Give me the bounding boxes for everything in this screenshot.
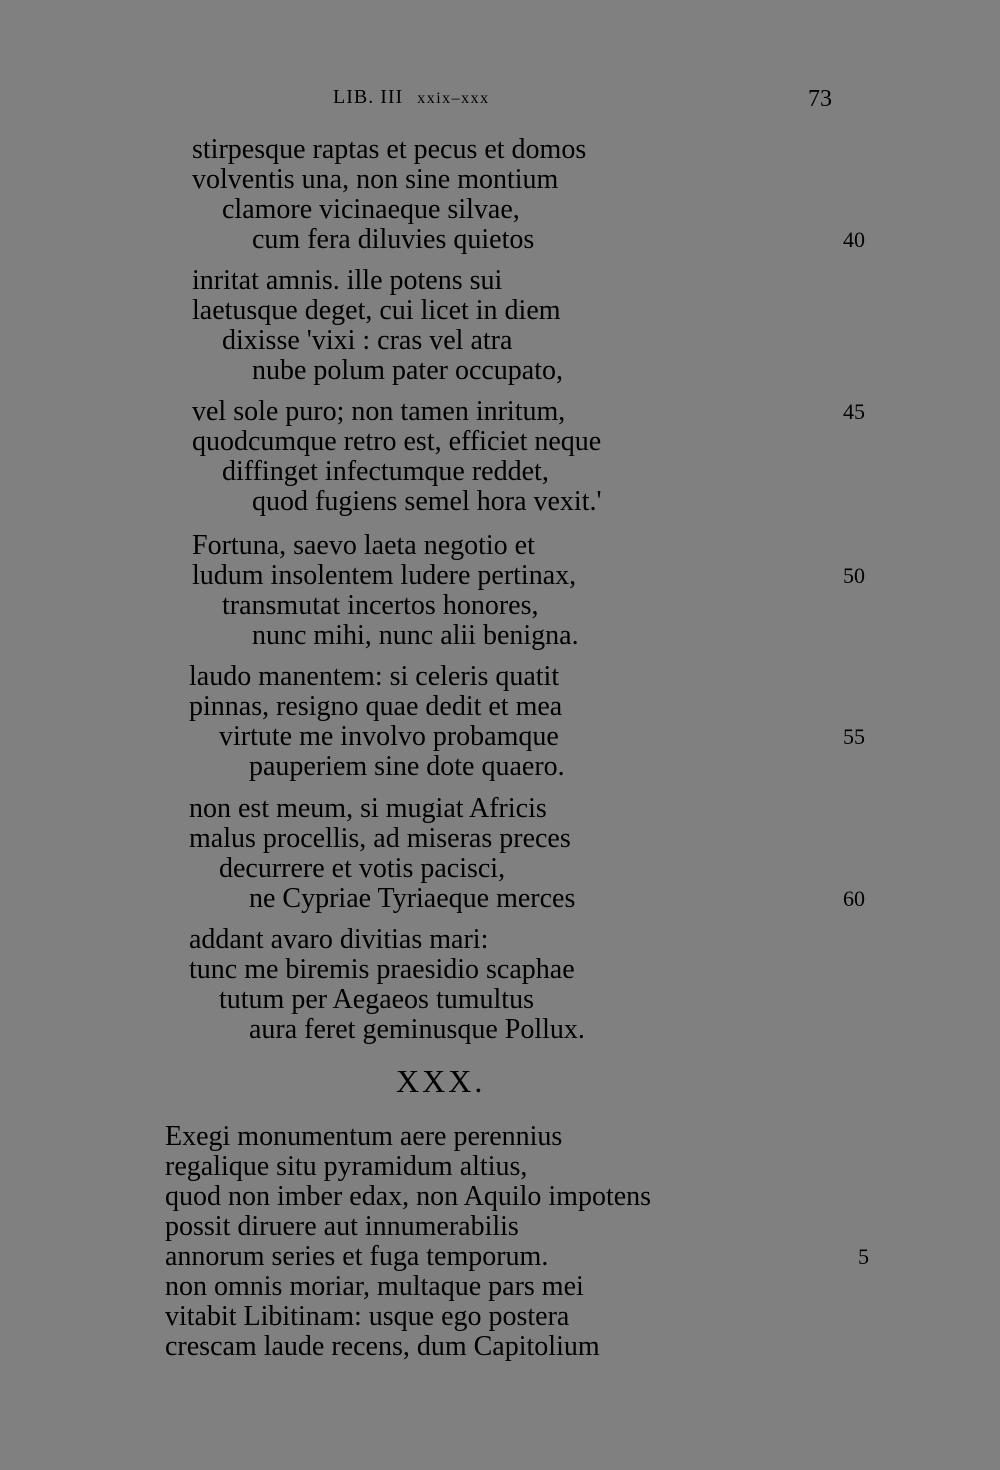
verse-line: ludum insolentem ludere pertinax,	[192, 560, 577, 591]
verse-line: vitabit Libitinam: usque ego postera	[165, 1301, 570, 1332]
verse-line: Fortuna, saevo laeta negotio et	[192, 530, 535, 561]
line-number: 60	[843, 886, 865, 911]
verse-line: quodcumque retro est, efficiet neque	[192, 426, 602, 457]
line-number: 40	[843, 227, 865, 252]
verse-line: decurrere et votis pacisci,	[219, 853, 506, 884]
line-number: 45	[843, 399, 865, 424]
verse-line: pauperiem sine dote quaero.	[249, 751, 565, 782]
verse-line: volventis una, non sine montium	[192, 164, 559, 195]
verse-line: annorum series et fuga temporum.	[165, 1241, 549, 1272]
verse-line: malus procellis, ad miseras preces	[189, 823, 571, 854]
verse-line: quod fugiens semel hora vexit.'	[252, 486, 602, 517]
verse-line: non est meum, si mugiat Africis	[189, 793, 547, 824]
verse-line: laudo manentem: si celeris quatit	[189, 661, 560, 692]
verse-line: pinnas, resigno quae dedit et mea	[189, 691, 563, 722]
verse-line: virtute me involvo probamque	[219, 721, 559, 752]
verse-line: crescam laude recens, dum Capitolium	[165, 1331, 600, 1362]
verse-line: addant avaro divitias mari:	[189, 924, 489, 955]
verse-line: ne Cypriae Tyriaeque merces	[249, 883, 576, 914]
verse-line: nunc mihi, nunc alii benigna.	[252, 620, 579, 651]
verse-line: regalique situ pyramidum altius,	[165, 1151, 528, 1182]
running-head-book: LIB. III	[333, 86, 404, 108]
verse-line: inritat amnis. ille potens sui	[192, 265, 503, 296]
verse-line: diffinget infectumque reddet,	[222, 456, 549, 487]
verse-line: vel sole puro; non tamen inritum,	[192, 396, 566, 427]
verse-line: clamore vicinaeque silvae,	[222, 194, 520, 225]
line-number: 5	[858, 1244, 869, 1269]
verse-line: nube polum pater occupato,	[252, 355, 564, 386]
verse-line: dixisse 'vixi : cras vel atra	[222, 325, 513, 356]
verse-line: stirpesque raptas et pecus et domos	[192, 134, 587, 165]
line-number: 50	[843, 563, 865, 588]
verse-line: aura feret geminusque Pollux.	[249, 1014, 585, 1045]
ode-title: XXX.	[396, 1063, 486, 1099]
verse-line: tunc me biremis praesidio scaphae	[189, 954, 575, 985]
verse-line: tutum per Aegaeos tumultus	[219, 984, 534, 1015]
verse-line: non omnis moriar, multaque pars mei	[165, 1271, 584, 1302]
running-head	[333, 86, 490, 109]
verse-line: Exegi monumentum aere perennius	[165, 1121, 563, 1152]
running-head-section: xxix–xxx	[417, 90, 490, 107]
page-number: 73	[808, 86, 832, 112]
verse-line: laetusque deget, cui licet in diem	[192, 295, 561, 326]
verse-line: quod non imber edax, non Aquilo impotens	[165, 1181, 652, 1212]
verse-line: possit diruere aut innumerabilis	[165, 1211, 519, 1242]
verse-line: transmutat incertos honores,	[222, 590, 539, 621]
verse-line: cum fera diluvies quietos	[252, 224, 535, 255]
line-number: 55	[843, 724, 865, 749]
